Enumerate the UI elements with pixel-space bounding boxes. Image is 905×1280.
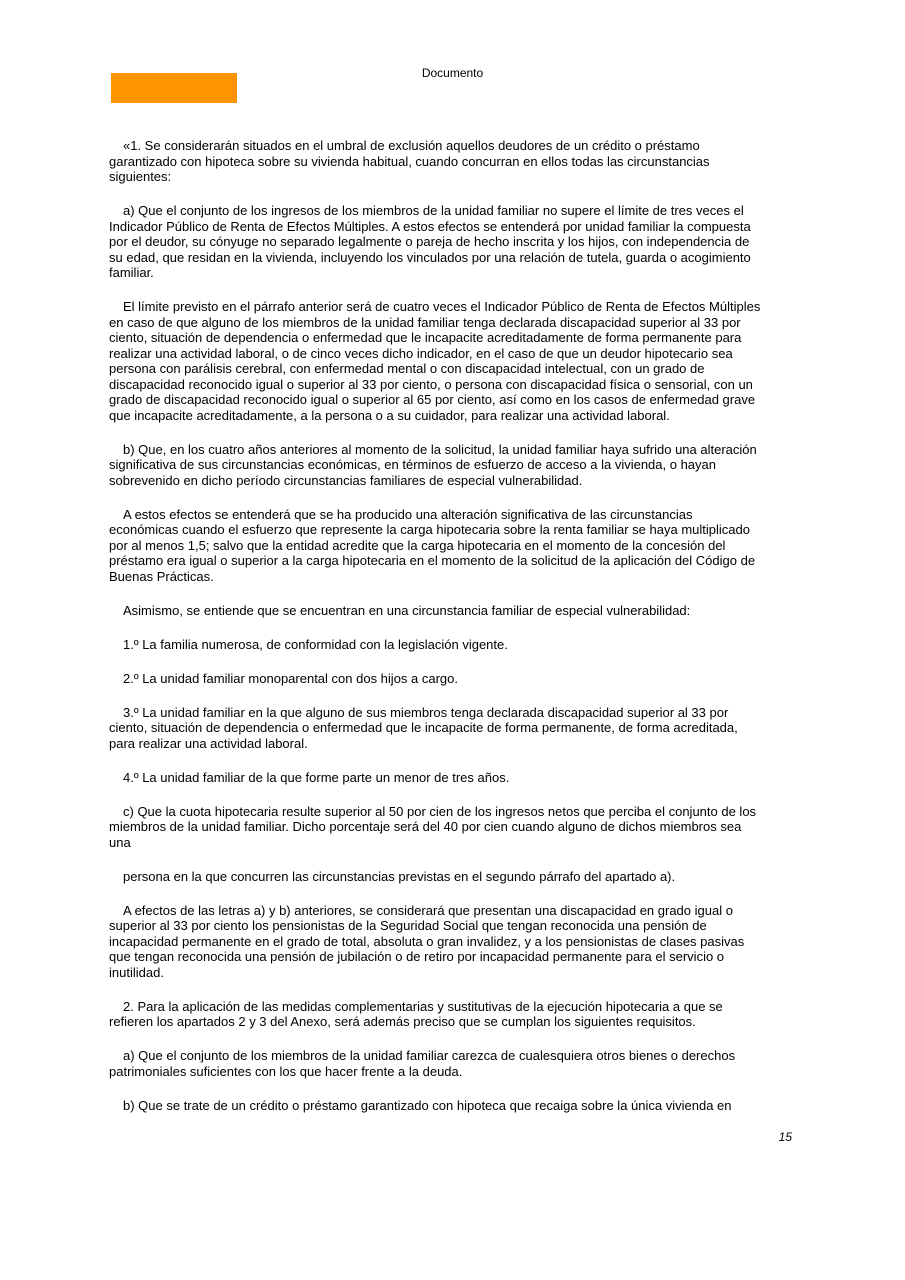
paragraph: c) Que la cuota hipotecaria resulte superior al 50 por cien de los ingresos netos que perciba el conjunto de los miembros de la unidad familiar. Dicho porcentaje será del 40 por cien cuando alguno de dichos miembros sea una (109, 803, 757, 850)
document-header-title: Documento (421, 66, 484, 80)
paragraph: b) Que, en los cuatro años anteriores al momento de la solicitud, la unidad familiar haya sufrido una alteración significativa de sus circunstancias económicas, en términos de esfuerzo de acceso a la vivienda, o hayan sobrevenido en dicho período circunstancias familiares de especial vulnerabilidad. (109, 441, 757, 488)
paragraph: 2. Para la aplicación de las medidas complementarias y sustitutivas de la ejecución hipotecaria a que se refieren los apartados 2 y 3 del Anexo, será además preciso que se cumplan los siguientes requisitos. (109, 998, 723, 1029)
paragraph: a) Que el conjunto de los ingresos de los miembros de la unidad familiar no supere el límite de tres veces el Indicador Público de Renta de Efectos Múltiples. A estos efectos se entenderá por unidad familiar la compuesta por el deudor, su cónyuge no separado legalmente o pareja de hecho inscrita y los hijos, con independencia de su edad, que residan en la vivienda, incluyendo los vinculados por una relación de tutela, guarda o acogimiento familiar. (109, 203, 751, 280)
document-body (109, 138, 797, 1132)
paragraph: 4.º La unidad familiar de la que forme parte un menor de tres años. (123, 769, 510, 785)
paragraph: a) Que el conjunto de los miembros de la unidad familiar carezca de cualesquiera otros bienes o derechos patrimoniales suficientes con los que hacer frente a la deuda. (109, 1048, 736, 1079)
paragraph: «1. Se considerarán situados en el umbral de exclusión aquellos deudores de un crédito o préstamo garantizado con hipoteca sobre su vivienda habitual, cuando concurran en ellos todas las circunstancias siguientes: (109, 138, 710, 184)
paragraph: El límite previsto en el párrafo anterior será de cuatro veces el Indicador Público de Renta de Efectos Múltiples en caso de que alguno de los miembros de la unidad familiar tenga declarada discapacidad superior al 33 por ciento, situación de dependencia o enfermedad que le incapacite acreditadamente de forma permanente para realizar una actividad laboral, o de cinco veces dicho indicador, en el caso de que un deudor hipotecario sea persona con parálisis cerebral, con enfermedad mental o con discapacidad intelectual, con un grado de discapacidad reconocido igual o superior al 33 por ciento, o persona con discapacidad física o sensorial, con un grado de discapacidad reconocido igual o superior al 65 por ciento, así como en los casos de enfermedad grave que incapacite acreditadamente, a la persona o a su cuidador, para realizar una actividad laboral. (109, 299, 761, 423)
page-number: 15 (778, 1130, 792, 1144)
paragraph: 2.º La unidad familiar monoparental con dos hijos a cargo. (123, 670, 459, 686)
paragraph: 3.º La unidad familiar en la que alguno de sus miembros tenga declarada discapacidad superior al 33 por ciento, situación de dependencia o enfermedad que le incapacite de forma permanente, de forma acreditada, para realizar una actividad laboral. (109, 704, 738, 751)
paragraph: persona en la que concurren las circunstancias previstas en el segundo párrafo del apartado a). (123, 868, 676, 884)
logo-block (111, 73, 237, 103)
paragraph: Asimismo, se entiende que se encuentran en una circunstancia familiar de especial vulnerabilidad: (123, 602, 691, 618)
paragraph: A estos efectos se entenderá que se ha producido una alteración significativa de las circunstancias económicas cuando el esfuerzo que represente la carga hipotecaria sobre la renta familiar se haya multiplicado por al menos 1,5; salvo que la entidad acredite que la carga hipotecaria en el momento de la concesión del préstamo era igual o superior a la carga hipotecaria en el momento de la solicitud de la aplicación del Código de Buenas Prácticas. (109, 506, 756, 584)
paragraph: 1.º La familia numerosa, de conformidad con la legislación vigente. (123, 636, 508, 652)
paragraph: A efectos de las letras a) y b) anteriores, se considerará que presentan una discapacidad en grado igual o superior al 33 por ciento los pensionistas de la Seguridad Social que tengan reconocida una pensión de incapacidad permanente en el grado de total, absoluta o gran invalidez, y a los pensionistas de clases pasivas que tengan reconocida una pensión de jubilación o de retiro por incapacidad permanente para el servicio o inutilidad. (109, 902, 745, 980)
paragraph: b) Que se trate de un crédito o préstamo garantizado con hipoteca que recaiga sobre la única vivienda en (123, 1097, 732, 1113)
